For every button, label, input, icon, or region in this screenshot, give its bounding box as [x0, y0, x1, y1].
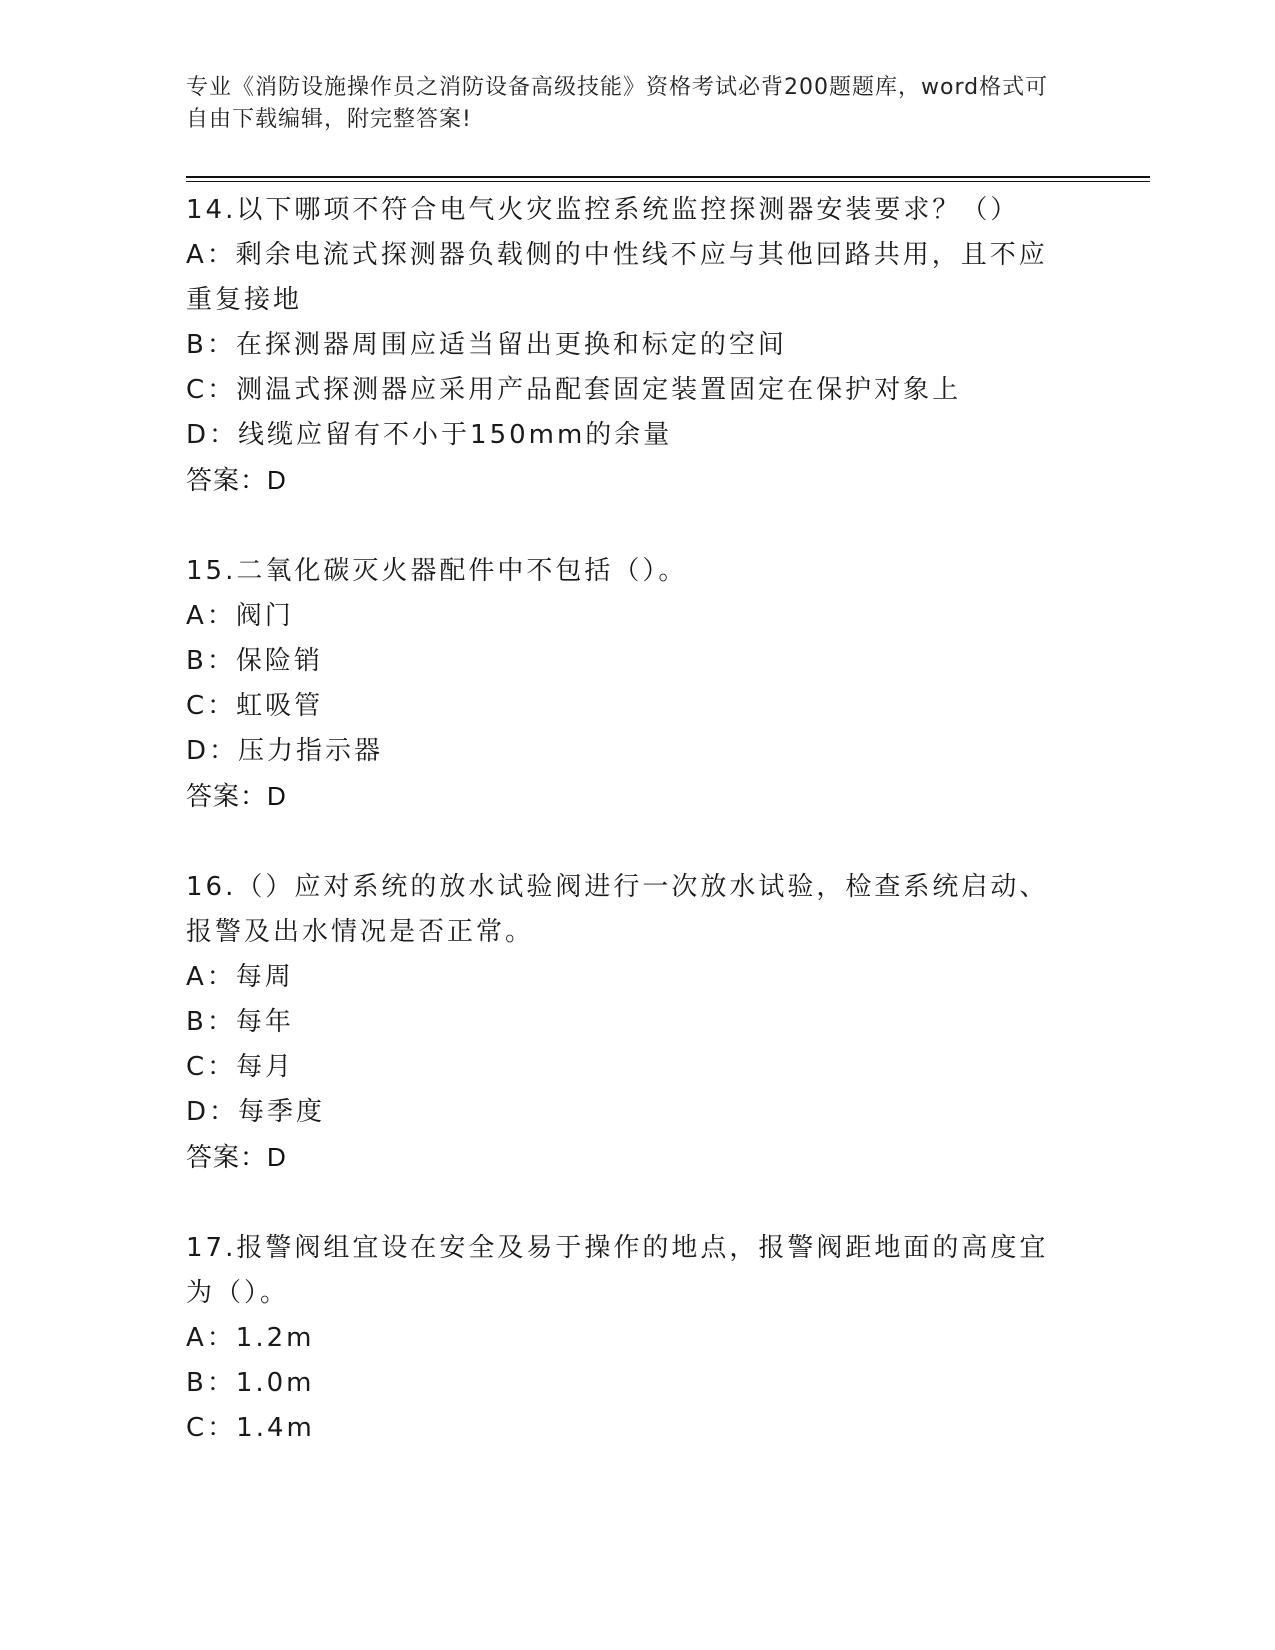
question-17: [186, 1226, 1076, 1451]
option-c: C：虹吸管: [186, 691, 324, 721]
option-b: B：每年: [186, 1007, 294, 1037]
option-c: C：测温式探测器应采用产品配套固定装置固定在保护对象上: [186, 375, 962, 405]
option-b: B：1.0m: [186, 1368, 315, 1398]
question-stem: 16.（）应对系统的放水试验阀进行一次放水试验，检查系统启动、报警及出水情况是否正常。: [186, 872, 1049, 947]
question-14: [186, 188, 1076, 503]
header-divider-thin: [186, 181, 1150, 182]
question-stem: 17.报警阀组宜设在安全及易于操作的地点，报警阀距地面的高度宜为（）。: [186, 1233, 1049, 1308]
option-b: B：在探测器周围应适当留出更换和标定的空间: [186, 330, 787, 360]
question-15: [186, 549, 1076, 819]
document-header: 专业《消防设施操作员之消防设备高级技能》资格考试必背200题题库，word格式可自由下载编辑，附完整答案!: [186, 75, 1049, 132]
option-a: A：每周: [186, 962, 294, 992]
option-c: C：1.4m: [186, 1413, 315, 1443]
question-list: [186, 188, 1076, 1497]
answer: 答案：D: [186, 1142, 287, 1172]
option-d: D：线缆应留有不小于150mm的余量: [186, 420, 673, 450]
question-16: [186, 865, 1076, 1180]
answer: 答案：D: [186, 465, 287, 495]
option-a: A：1.2m: [186, 1323, 315, 1353]
option-d: D：压力指示器: [186, 736, 384, 766]
answer: 答案：D: [186, 781, 287, 811]
question-stem: 14.以下哪项不符合电气火灾监控系统监控探测器安装要求？（）: [186, 195, 1020, 225]
option-b: B：保险销: [186, 646, 323, 676]
header-divider-thick: [186, 176, 1150, 178]
option-d: D：每季度: [186, 1097, 326, 1127]
option-a: A：阀门: [186, 601, 294, 631]
option-c: C：每月: [186, 1052, 295, 1082]
question-stem: 15.二氧化碳灭火器配件中不包括（）。: [186, 556, 688, 586]
option-a: A：剩余电流式探测器负载侧的中性线不应与其他回路共用，且不应重复接地: [186, 240, 1048, 315]
